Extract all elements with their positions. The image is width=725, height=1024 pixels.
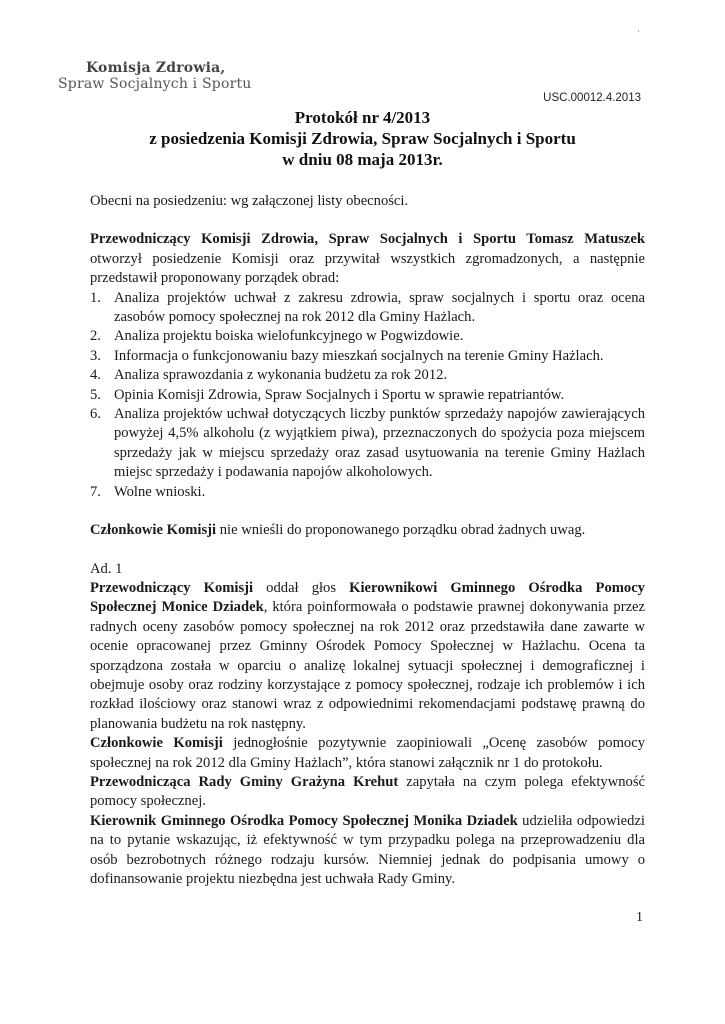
ad1-p3-text: zapytała na czym polega efektywność pomocy społecznej. (90, 773, 645, 810)
ad1-p2-text: jednogłośnie pozytywnie zaopiniowali „Ocenę zasobów pomocy społecznej na rok 2012 dla Gminy Hażlach”, która stanowi załącznik nr 1 do protokołu. (90, 735, 645, 771)
agenda-item-number: 6. (90, 406, 101, 423)
ad1-paragraph-2 (90, 734, 645, 773)
ad1-paragraph-1 (90, 579, 645, 734)
agenda-item-text: Opinia Komisji Zdrowia, Spraw Socjalnych i Sportu w sprawie repatriantów. (114, 386, 565, 403)
ad1-p1-text-1: oddał głos (253, 579, 350, 596)
agenda-item-text: Analiza projektów uchwał dotyczących liczby punktów sprzedaży napojów zawierających powyżej 4,5% alkoholu (z wyjątkiem piwa), przeznaczonych do spożycia poza miejscem sprzedaży jak w miejscu sprzedaży oraz zasad usytuowania na terenie Gminy Hażlach miejsc sprzedaży i podawania napojów alkoholowych. (114, 406, 645, 481)
agenda-item-text: Analiza projektów uchwał z zakresu zdrowia, spraw socjalnych i sportu oraz ocena zasobów pomocy społecznej na rok 2012 dla Gminy Hażlach. (114, 289, 645, 326)
members-remark (90, 521, 645, 540)
title-line-3: w dniu 08 maja 2013r. (282, 150, 443, 169)
agenda-item-text: Wolne wnioski. (114, 483, 206, 500)
agenda-item (90, 289, 645, 328)
scan-speck (638, 30, 639, 32)
document-body (90, 192, 645, 889)
agenda-item-text: Informacja o funkcjonowaniu bazy mieszkań socjalnych na terenie Gminy Hażlach. (114, 347, 604, 364)
document-title (0, 107, 725, 170)
agenda-item-number: 5. (90, 386, 101, 403)
members-label: Członkowie Komisji (90, 522, 217, 539)
stamp-line-1: Komisja Zdrowia, (86, 60, 226, 76)
agenda-list (90, 289, 645, 502)
title-line-2: z posiedzenia Komisji Zdrowia, Spraw Socjalnych i Sportu (149, 129, 576, 148)
agenda-item (90, 347, 645, 366)
gops-head-name: Kierownikowi Gminnego Ośrodka Pomocy Społecznej Monice Dziadek (90, 579, 645, 616)
agenda-item (90, 386, 645, 405)
agenda-item (90, 366, 645, 385)
committee-stamp (58, 60, 252, 92)
stamp-line-2: Spraw Socjalnych i Sportu (58, 76, 252, 92)
chairman-label: Przewodniczący Komisji (90, 579, 254, 596)
intro-paragraph (90, 230, 645, 288)
agenda-item (90, 327, 645, 346)
agenda-item-number: 3. (90, 347, 101, 364)
agenda-item-text: Analiza sprawozdania z wykonania budżetu za rok 2012. (114, 367, 448, 384)
agenda-item-text: Analiza projektu boiska wielofunkcyjnego w Pogwizdowie. (114, 328, 464, 345)
agenda-item-number: 1. (90, 289, 101, 306)
chairman-name: Przewodniczący Komisji Zdrowia, Spraw Socjalnych i Sportu Tomasz Matuszek (90, 231, 645, 248)
attendance-note: Obecni na posiedzeniu: wg załączonej listy obecności. (90, 193, 409, 209)
agenda-item-number: 7. (90, 483, 101, 500)
page-number: 1 (636, 910, 643, 925)
members-remark-text: nie wnieśli do proponowanego porządku obrad żadnych uwag. (216, 522, 586, 539)
agenda-item-number: 2. (90, 328, 101, 345)
members-label: Członkowie Komisji (90, 735, 223, 752)
ad1-heading: Ad. 1 (90, 560, 123, 577)
agenda-item (90, 483, 645, 502)
title-line-1: Protokół nr 4/2013 (294, 108, 431, 127)
document-reference: USC.00012.4.2013 (543, 92, 641, 104)
agenda-item-number: 4. (90, 367, 101, 384)
agenda-item (90, 405, 645, 483)
ad1-p1-text-2: , która poinformowała o podstawie prawnej dokonywania przez radnych oceny zasobów pomocy społecznej na rok 2012 oraz przedstawiła dane zawarte w ocenie opracowanej przez Gminny Ośrodek Pomocy Społecznej w Hażlachu. Ocena ta sporządzona została w oparciu o analizę lokalnej sytuacji społecznej i demograficznej i obejmuje osoby oraz rodziny korzystające z pomocy społecznej, rodzaje ich problemów i ich rozkład ilościowy oraz stanowi wraz z odpowiednimi rekomendacjami podstawę prawną do planowania budżetu na rok następny. (90, 599, 645, 732)
ad1-p4-text: udzieliła odpowiedzi na to pytanie wskazując, iż efektywność w tym przypadku polega na przeprowadzeniu dla osób bezrobotnych różnego rodzaju kursów. Niemniej jednak do podpisania umowy o dofinansowanie projektu niezbędna jest uchwała Rady Gminy. (90, 812, 645, 887)
council-chair-name: Przewodnicząca Rady Gminy Grażyna Krehut (90, 773, 399, 790)
gops-head-name: Kierownik Gminnego Ośrodka Pomocy Społecznej Monika Dziadek (90, 812, 518, 829)
ad1-paragraph-4 (90, 812, 645, 890)
ad1-paragraph-3 (90, 773, 645, 812)
intro-text: otworzył posiedzenie Komisji oraz przywitał wszystkich zgromadzonych, a następnie przedstawił proponowany porządek obrad: (90, 250, 645, 287)
